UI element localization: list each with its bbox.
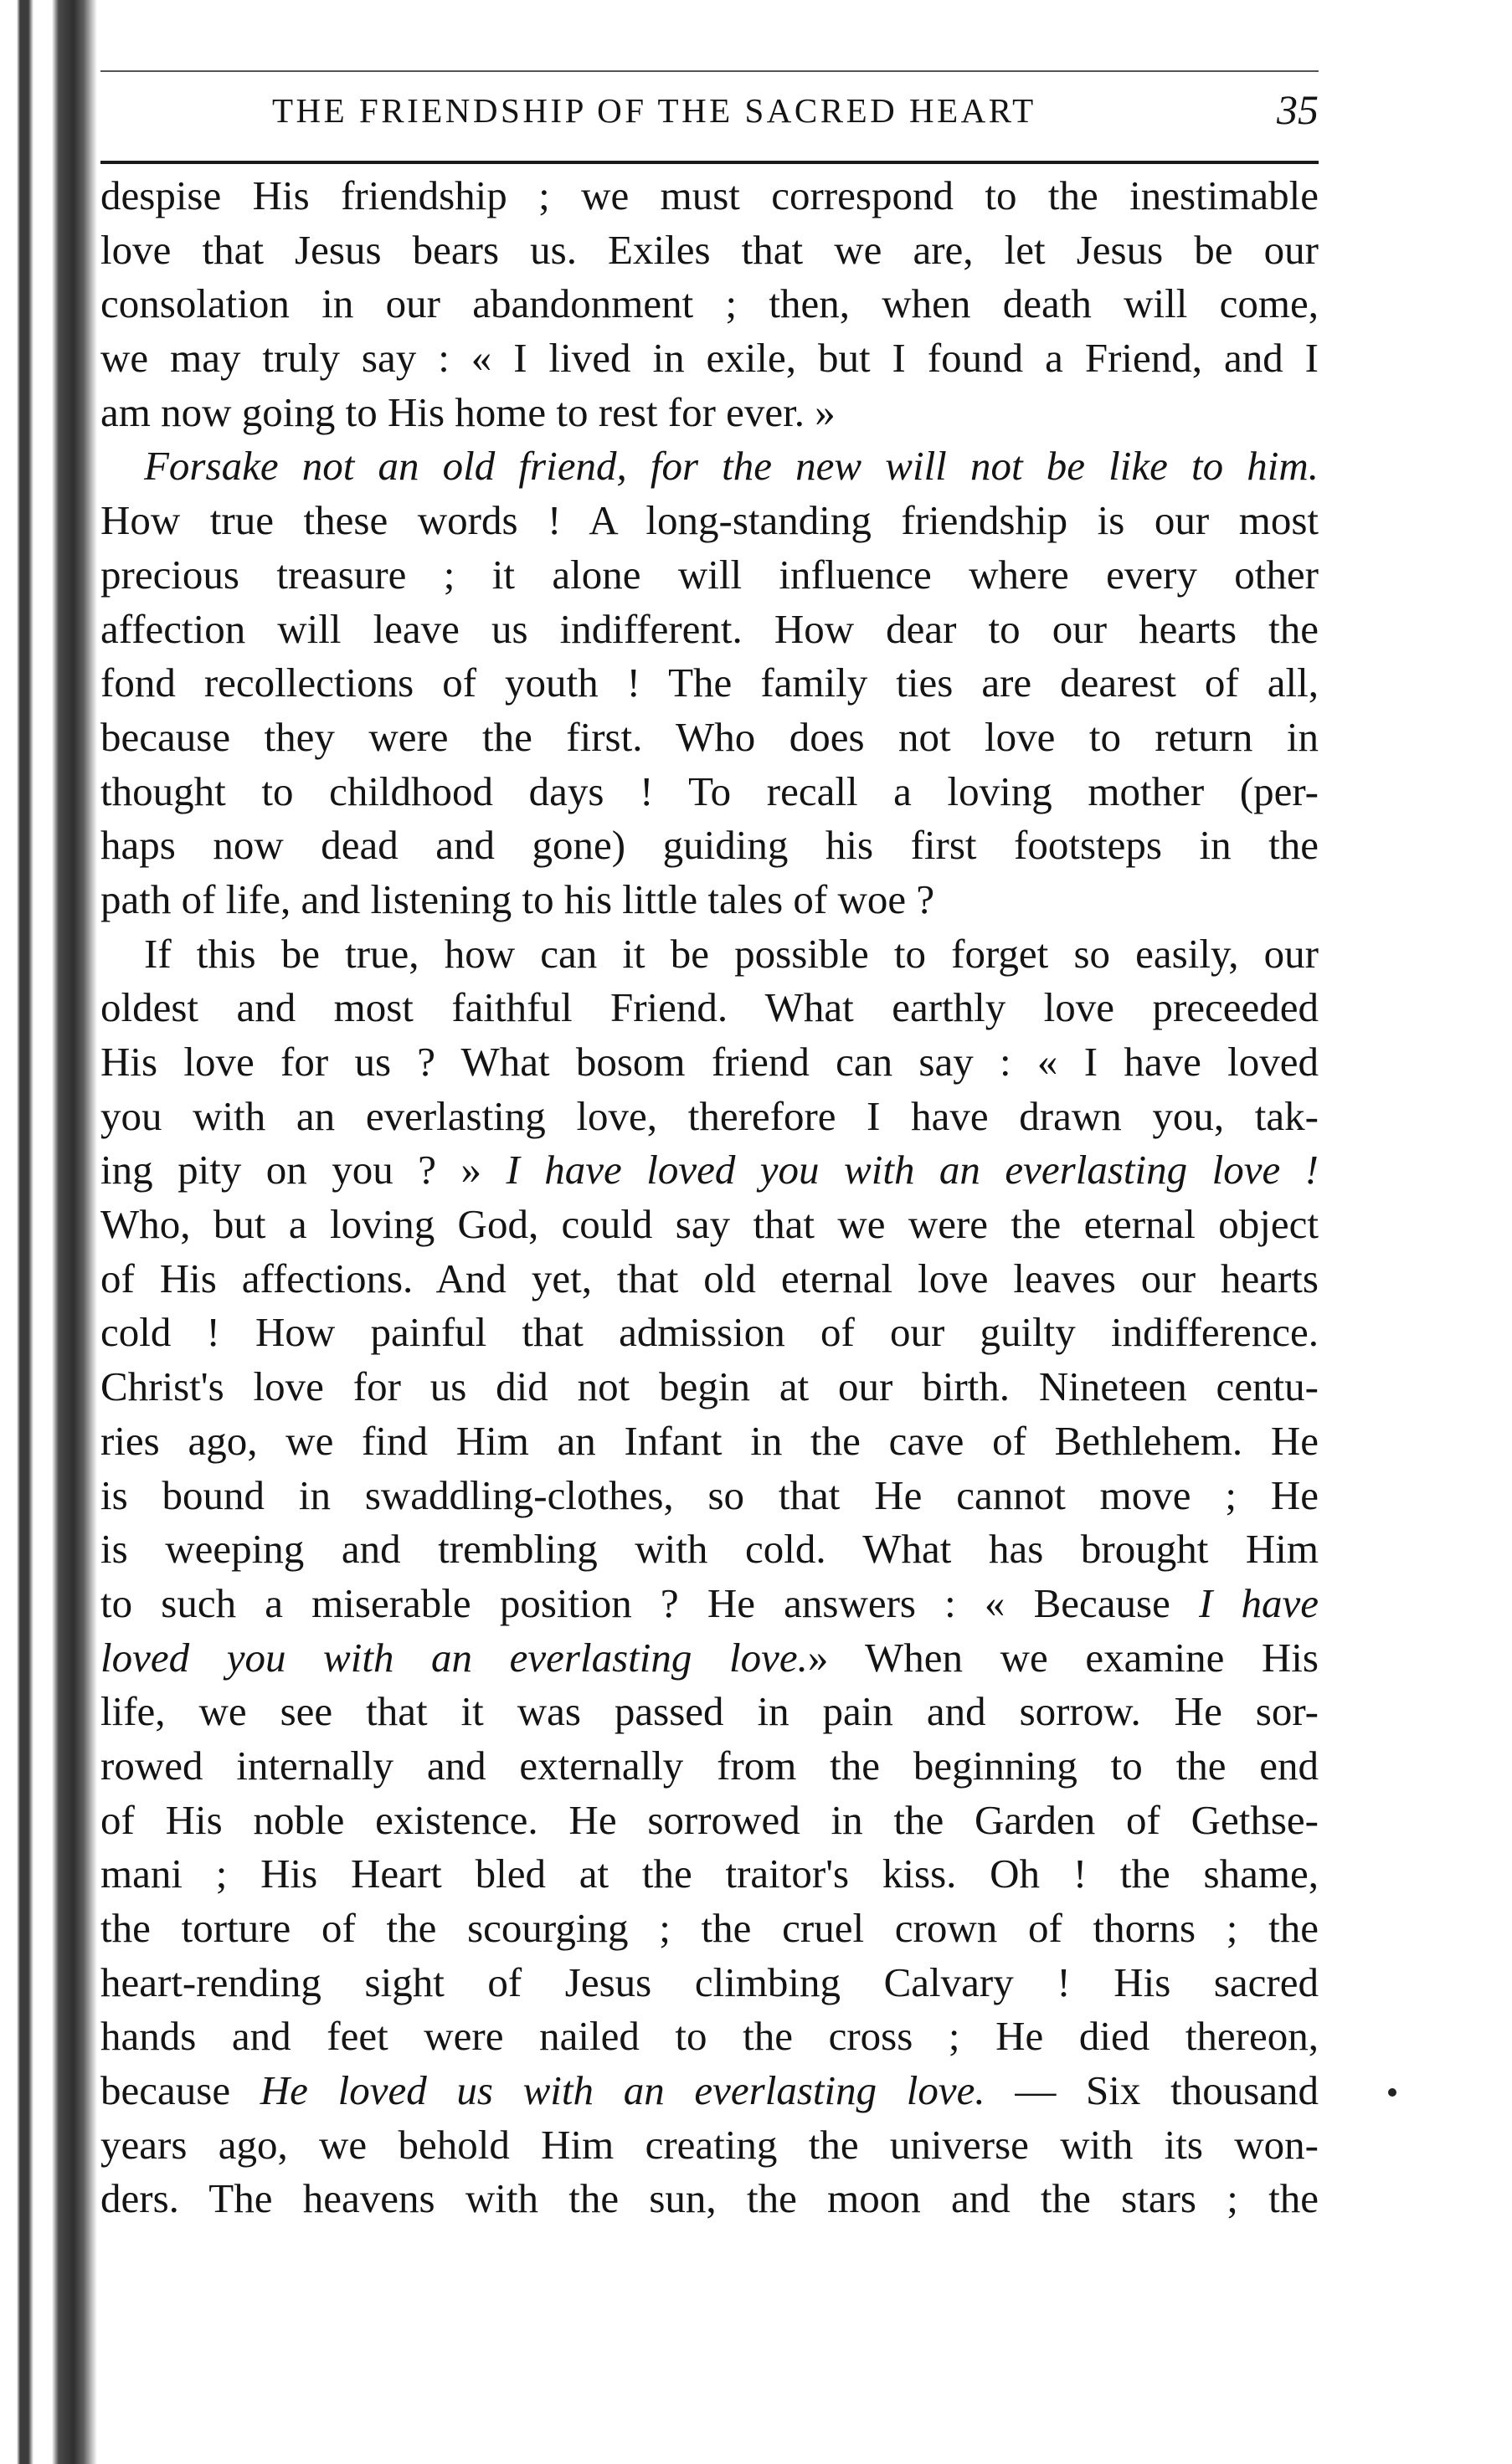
text-line: ing pity on you ? » I have loved you with an everlasting love ! bbox=[100, 1147, 1319, 1194]
text-line: path of life, and listening to his little tales of woe ? bbox=[100, 875, 935, 922]
text-line: years ago, we behold Him creating the universe with its won- bbox=[100, 2121, 1319, 2168]
text-line: haps now dead and gone) guiding his first footsteps in the bbox=[100, 822, 1319, 869]
running-header bbox=[100, 74, 1319, 164]
text-line: His love for us ? What bosom friend can say : « I have loved bbox=[100, 1039, 1319, 1085]
text-line: ries ago, we find Him an Infant in the cave of Bethlehem. He bbox=[100, 1417, 1319, 1464]
text-line: ders. The heavens with the sun, the moon and the stars ; the bbox=[100, 2175, 1319, 2222]
text-line: loved you with an everlasting love.» When we examine His bbox=[100, 1634, 1319, 1681]
header-rule bbox=[100, 161, 1319, 164]
text-line: because they were the first. Who does not love to return in bbox=[100, 713, 1319, 760]
text-line: we may truly say : « I lived in exile, but I found a Friend, and I bbox=[100, 335, 1319, 382]
text-line: affection will leave us indifferent. How dear to our hearts the bbox=[100, 605, 1319, 652]
text-line: to such a miserable position ? He answers : « Because I have bbox=[100, 1579, 1319, 1626]
text-line: Who, but a loving God, could say that we were the eternal object bbox=[100, 1201, 1319, 1248]
text-line: is bound in swaddling-clothes, so that He cannot move ; He bbox=[100, 1471, 1319, 1518]
book-binding-edge bbox=[0, 0, 105, 2464]
text-line: Forsake not an old friend, for the new will not be like to him. bbox=[144, 443, 1319, 490]
text-line: love that Jesus bears us. Exiles that we are, let Jesus be our bbox=[100, 226, 1319, 273]
text-line: life, we see that it was passed in pain and sorrow. He sor- bbox=[100, 1688, 1319, 1735]
text-line: Christ's love for us did not begin at our birth. Nineteen centu- bbox=[100, 1363, 1319, 1410]
text-line: consolation in our abandonment ; then, when death will come, bbox=[100, 280, 1319, 327]
text-line: hands and feet were nailed to the cross ; He died thereon, bbox=[100, 2013, 1319, 2060]
text-line: despise His friendship ; we must correspond to the inestimable bbox=[100, 172, 1319, 218]
text-line: mani ; His Heart bled at the traitor's kiss. Oh ! the shame, bbox=[100, 1851, 1319, 1897]
margin-dot bbox=[1388, 2088, 1396, 2097]
text-line: because He loved us with an everlasting love. — Six thousand bbox=[100, 2067, 1319, 2114]
text-line: the torture of the scourging ; the cruel crown of thorns ; the bbox=[100, 1905, 1319, 1951]
text-line: am now going to His home to rest for ever. » bbox=[100, 388, 836, 435]
text-line: If this be true, how can it be possible to forget so easily, our bbox=[144, 930, 1319, 977]
body-text bbox=[100, 169, 1319, 2226]
text-line: cold ! How painful that admission of our guilty indifference. bbox=[100, 1309, 1319, 1356]
header-title: THE FRIENDSHIP OF THE SACRED HEART bbox=[272, 91, 1036, 130]
text-line: oldest and most faithful Friend. What earthly love preceeded bbox=[100, 984, 1319, 1031]
page-number: 35 bbox=[1277, 86, 1319, 133]
text-line: you with an everlasting love, therefore I have drawn you, tak- bbox=[100, 1092, 1319, 1139]
text-line: of His affections. And yet, that old eternal love leaves our hearts bbox=[100, 1255, 1319, 1301]
text-line: of His noble existence. He sorrowed in the Garden of Gethse- bbox=[100, 1796, 1319, 1843]
text-line: precious treasure ; it alone will influence where every other bbox=[100, 551, 1319, 598]
text-line: How true these words ! A long-standing friendship is our most bbox=[100, 497, 1319, 544]
top-rule bbox=[100, 70, 1319, 72]
text-line: rowed internally and externally from the beginning to the end bbox=[100, 1742, 1319, 1789]
text-line: heart-rending sight of Jesus climbing Calvary ! His sacred bbox=[100, 1958, 1319, 2005]
text-line: thought to childhood days ! To recall a loving mother (per- bbox=[100, 767, 1319, 814]
text-line: fond recollections of youth ! The family ties are dearest of all, bbox=[100, 660, 1319, 706]
text-line: is weeping and trembling with cold. What has brought Him bbox=[100, 1526, 1319, 1573]
